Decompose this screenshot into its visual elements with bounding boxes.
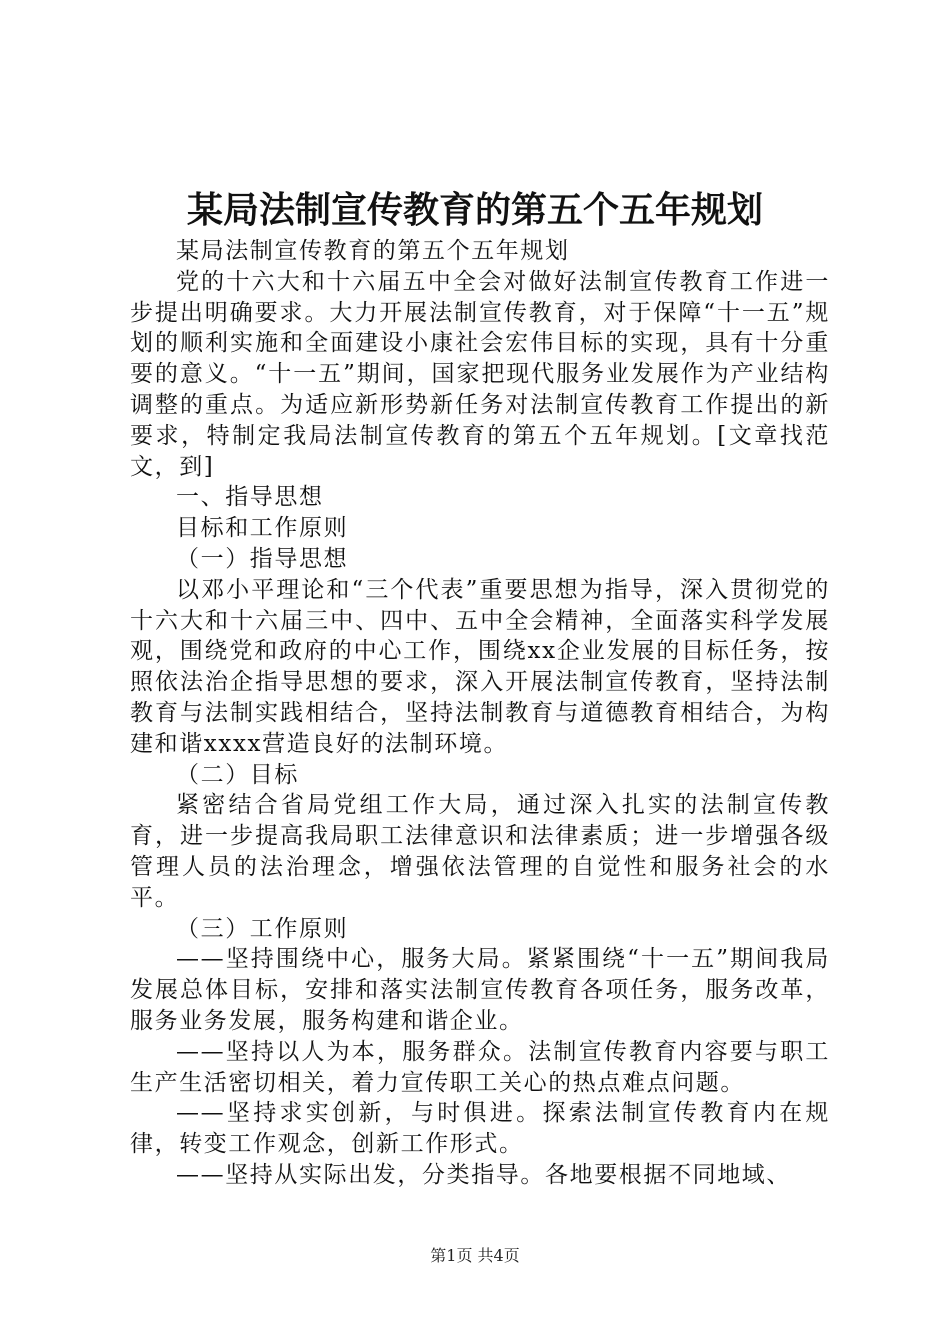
paragraph-principle-2: ——坚持以人为本，服务群众。法制宣传教育内容要与职工生产生活密切相关，着力宣传职工关心的热点难点问题。 [130, 1038, 830, 1096]
paragraph-intro: 党的十六大和十六届五中全会对做好法制宣传教育工作进一步提出明确要求。大力开展法制宣传教育，对于保障“十一五”规划的顺利实施和全面建设小康社会宏伟目标的实现，具有十分重要的意义。“十一五”期间，国家把现代服务业发展作为产业结构调整的重点。为适应新形势新任务对法制宣传教育工作提出的新要求，特制定我局法制宣传教育的第五个五年规划。[文章找范文，到] [130, 268, 830, 480]
subsection-heading-1: （一）指导思想 [176, 545, 349, 572]
paragraph-goals: 紧密结合省局党组工作大局，通过深入扎实的法制宣传教育，进一步提高我局职工法律意识和法律素质；进一步增强各级管理人员的法治理念，增强依法管理的自觉性和服务社会的水平。 [130, 792, 830, 911]
subsection-heading-3: （三）工作原则 [176, 915, 349, 942]
document-title: 某局法制宣传教育的第五个五年规划 [186, 189, 763, 231]
paragraph-principle-1: ——坚持围绕中心，服务大局。紧紧围绕“十一五”期间我局发展总体目标，安排和落实法制宣传教育各项任务，服务改革，服务业务发展，服务构建和谐企业。 [130, 946, 830, 1034]
paragraph-principle-4: ——坚持从实际出发，分类指导。各地要根据不同地域、 [176, 1161, 791, 1188]
page-footer: 第1页 共4页 [430, 1246, 520, 1265]
paragraph-principle-3: ——坚持求实创新，与时俱进。探索法制宣传教育内在规律，转变工作观念，创新工作形式。 [130, 1100, 830, 1158]
subsection-heading-2: （二）目标 [176, 761, 299, 788]
section-heading-guiding-thought: 一、指导思想 [176, 484, 324, 511]
document-body [130, 236, 830, 1191]
paragraph-guiding-thought: 以邓小平理论和“三个代表”重要思想为指导，深入贯彻党的十六大和十六届三中、四中、五中全会精神，全面落实科学发展观，围绕党和政府的中心工作，围绕xx企业发展的目标任务，按照依法治企指导思想的要求，深入开展法制宣传教育，坚持法制教育与法制实践相结合，坚持法制教育与道德教育相结合，为构建和谐xxxx营造良好的法制环境。 [130, 576, 830, 757]
section-heading-goals-principles: 目标和工作原则 [176, 515, 349, 542]
paragraph-subtitle: 某局法制宣传教育的第五个五年规划 [176, 238, 570, 264]
